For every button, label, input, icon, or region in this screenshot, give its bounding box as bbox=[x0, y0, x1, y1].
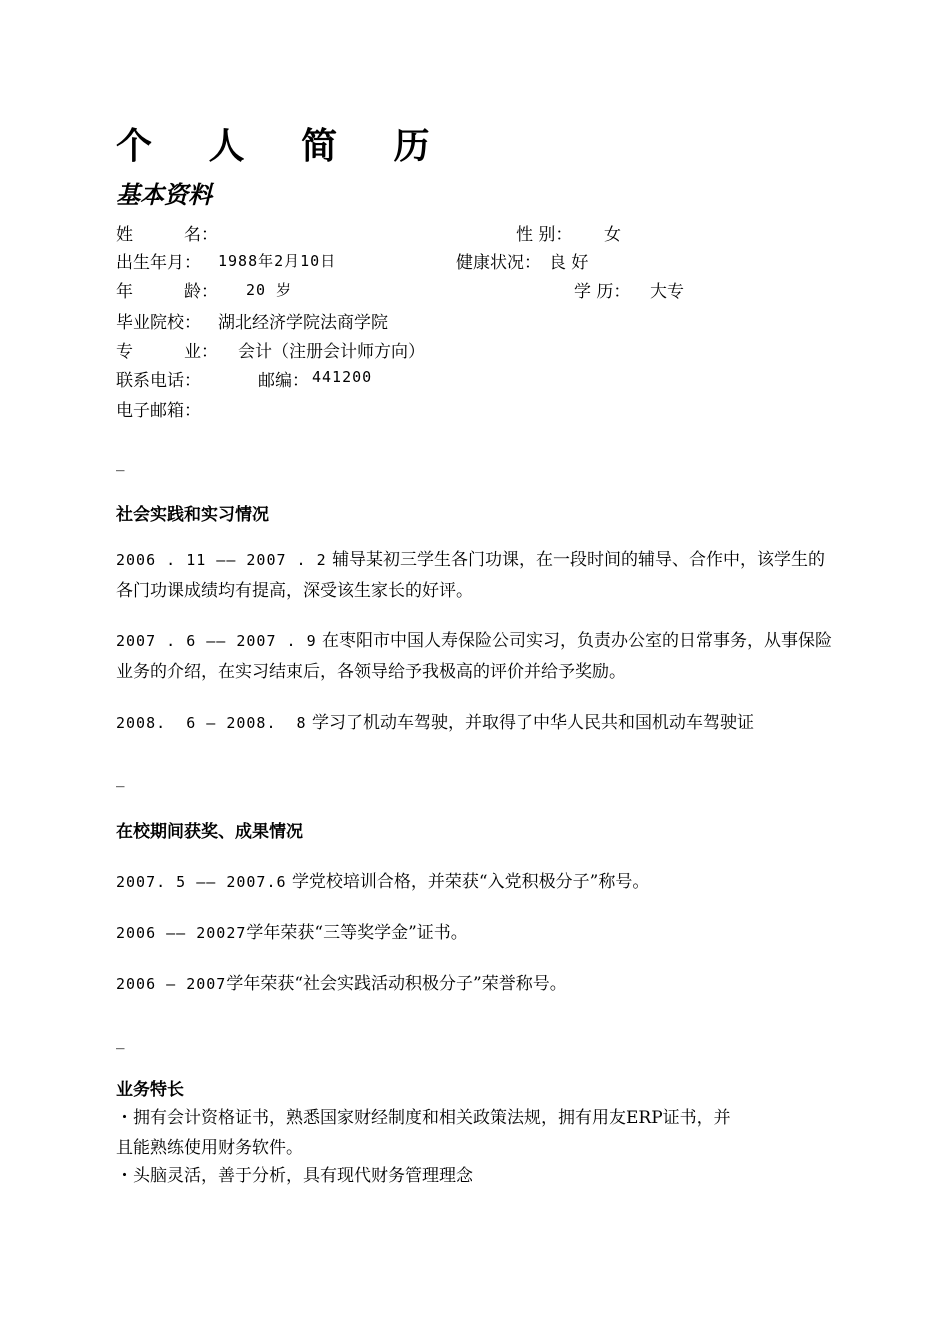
education-label: 学 历： bbox=[574, 282, 631, 302]
zip-label: 邮编： bbox=[258, 371, 309, 391]
practice-item-text: 在枣阳市中国人寿保险公司实习，负责办公室的日常事务，从事保险业务的介绍，在实习结束后，各领导给予我极高的评价并给予奖励。 bbox=[116, 631, 833, 682]
separator: _ bbox=[116, 768, 125, 788]
skill-line: ・拥有会计资格证书，熟悉国家财经制度和相关政策法规，拥有用友ERP证书，并 bbox=[116, 1108, 731, 1128]
award-item bbox=[116, 918, 468, 943]
phone-label: 联系电话： bbox=[116, 371, 201, 391]
age-label: 年 龄： bbox=[116, 282, 218, 302]
health-value: 良 好 bbox=[549, 253, 589, 273]
name-label: 姓 名： bbox=[116, 225, 218, 245]
major-label: 专 业： bbox=[116, 342, 218, 362]
school-value: 湖北经济学院法商学院 bbox=[218, 313, 388, 333]
page-title: 个 人 简 历 bbox=[116, 125, 452, 167]
basic-info-heading: 基本资料 bbox=[116, 180, 212, 209]
practice-item bbox=[116, 708, 836, 739]
birth-label: 出生年月： bbox=[116, 253, 201, 273]
gender-label: 性 别： bbox=[516, 225, 573, 245]
awards-heading: 在校期间获奖、成果情况 bbox=[116, 822, 303, 842]
practice-item bbox=[116, 545, 836, 607]
award-item-text: 学年荣获“社会实践活动积极分子”荣誉称号。 bbox=[226, 974, 567, 994]
school-label: 毕业院校： bbox=[116, 313, 201, 333]
health-label: 健康状况： bbox=[456, 253, 541, 273]
gender-value: 女 bbox=[604, 225, 621, 245]
separator: _ bbox=[116, 1030, 125, 1050]
award-item-date: 2006 —— 20027 bbox=[116, 924, 247, 942]
separator: _ bbox=[116, 452, 125, 472]
award-item-text: 学年荣获“三等奖学金”证书。 bbox=[246, 923, 468, 943]
practice-item-date: 2007 . 6 —— 2007 . 9 bbox=[116, 632, 317, 650]
practice-heading: 社会实践和实习情况 bbox=[116, 505, 269, 525]
email-label: 电子邮箱： bbox=[116, 401, 201, 421]
practice-item-text: 学习了机动车驾驶，并取得了中华人民共和国机动车驾驶证 bbox=[312, 713, 754, 733]
practice-item bbox=[116, 626, 836, 688]
major-value: 会计（注册会计师方向） bbox=[238, 342, 425, 362]
practice-item-date: 2008. 6 — 2008. 8 bbox=[116, 714, 307, 732]
birth-value: 1988年2月10日 bbox=[218, 252, 337, 270]
zip-value: 441200 bbox=[312, 368, 373, 386]
award-item-date: 2007. 5 —— 2007.6 bbox=[116, 873, 287, 891]
skill-line: ・头脑灵活，善于分析，具有现代财务管理理念 bbox=[116, 1166, 473, 1186]
award-item-text: 学党校培训合格，并荣获“入党积极分子”称号。 bbox=[291, 872, 650, 892]
age-value: 20 岁 bbox=[246, 281, 293, 299]
award-item bbox=[116, 969, 567, 994]
award-item-date: 2006 — 2007 bbox=[116, 975, 227, 993]
education-value: 大专 bbox=[650, 282, 684, 302]
skills-heading: 业务特长 bbox=[116, 1080, 184, 1100]
award-item bbox=[116, 867, 649, 892]
practice-item-text: 辅导某初三学生各门功课，在一段时间的辅导、合作中，该学生的各门功课成绩均有提高，深受该生家长的好评。 bbox=[116, 550, 826, 601]
skill-line: 且能熟练使用财务软件。 bbox=[116, 1138, 303, 1158]
practice-item-date: 2006 . 11 —— 2007 . 2 bbox=[116, 551, 327, 569]
